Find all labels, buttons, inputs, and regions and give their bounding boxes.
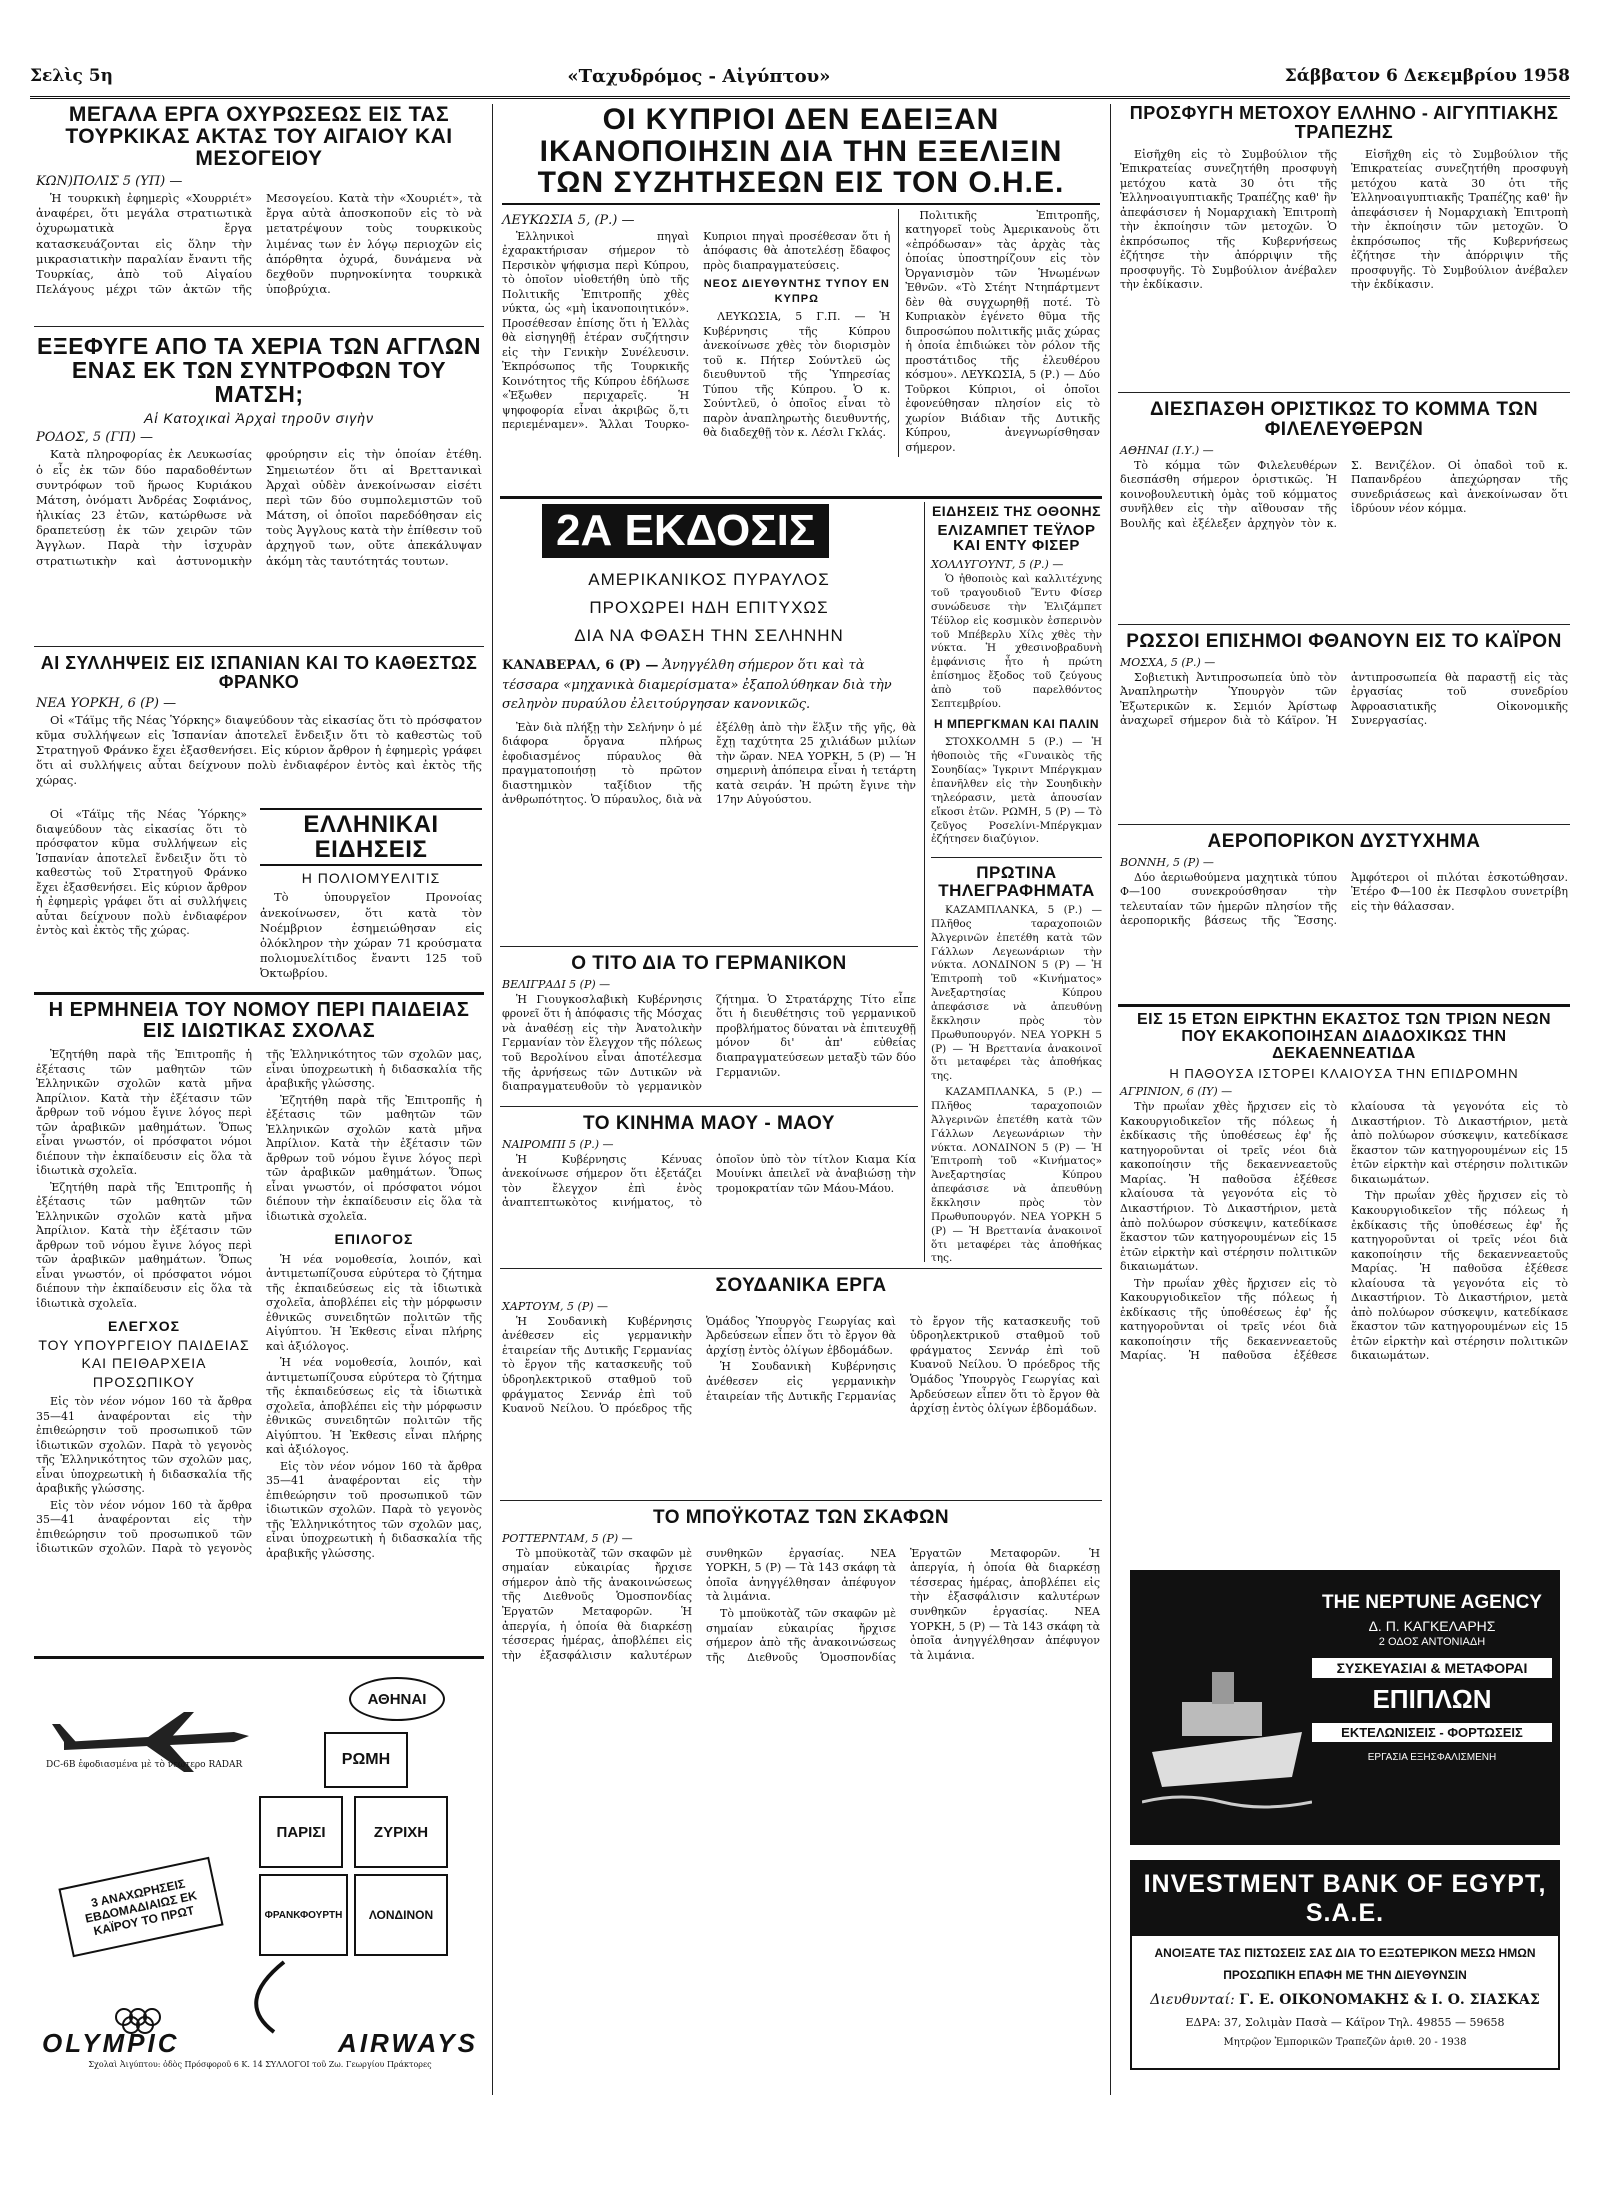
dateline: ΧΑΡΤΟΥΜ, 5 (Ρ) — [502, 1299, 609, 1313]
headline: ΔΙΕΣΠΑΣΘΗ ΟΡΙΣΤΙΚΩΣ ΤΟ ΚΟΜΜΑ ΤΩΝ ΦΙΛΕΛΕΥΘΕΡΩΝ [1149, 399, 1539, 440]
bank-registration: Μητρῷον Ἐμπορικῶν Τραπεζῶν ἀριθ. 20 - 1938 [1223, 2037, 1467, 2048]
dateline: ΡΟΔΟΣ, 5 (ΓΠ) — [36, 430, 153, 446]
divider [500, 496, 1102, 499]
divider [500, 946, 918, 947]
article-liberals [1118, 398, 1570, 620]
article-greek-news [258, 806, 484, 986]
article-spain [34, 652, 484, 802]
headline: ΣΟΥΔΑΝΙΚΑ ΕΡΓΑ [715, 1275, 887, 1296]
headline: ΑΜΕΡΙΚΑΝΙΚΟΣ ΠΥΡΑΥΛΟΣ [588, 570, 830, 589]
dateline: ΒΕΛΙΓΡΑΔΙ 5 (Ρ) — [502, 977, 611, 991]
headline: ΔΙΑ ΝΑ ΦΘΑΣΗ ΤΗΝ ΣΕΛΗΝΗΝ [574, 626, 844, 645]
agency-address: 2 ΟΔΟΣ ΑΝΤΟΝΙΑΔΗ [1378, 1636, 1486, 1648]
divider [34, 992, 484, 995]
article-body: Ἡ Σουδανικὴ Κυβέρνησις ἀνέθεσεν εἰς γερμανικὴν ἑταιρείαν τῆς Δυτικῆς Γερμανίας τὸ ἔργον τῆς κατασκευῆς τοῦ ὑδροηλεκτρικοῦ σταθμοῦ τοῦ φράγματος Σεννάρ ἐπὶ τοῦ Κυανοῦ Νείλου. Ὁ πρόεδρος τῆς Ὁμάδος Ὑπουργὸς Γεωργίας καὶ Ἀρδεύσεων εἶπεν ὅτι τὸ ἔργον θὰ ἀρχίσῃ ἐντὸς ὀλίγων ἑβδομάδων. Ἡ Σουδανικὴ Κυβέρνησις ἀνέθεσεν εἰς γερμανικὴν ἑταιρείαν τῆς Δυτικῆς Γερμανίας τὸ ἔργον τῆς κατασκευῆς τοῦ ὑδροηλεκτρικοῦ σταθμοῦ τοῦ φράγματος Σεννάρ ἐπὶ τοῦ Κυανοῦ Νείλου. Ὁ πρόεδρος τῆς Ὁμάδος Ὑπουργὸς Γεωργίας καὶ Ἀρδεύσεων εἶπεν ὅτι τὸ ἔργον θὰ ἀρχίσῃ ἐντὸς ὀλίγων ἑβδομάδων. [502, 1314, 1100, 1416]
article-boycott [500, 1506, 1102, 2076]
agency-service: ΕΠΙΠΛΩΝ [1372, 1684, 1492, 1714]
headline: ΤΟ ΜΠΟΫΚΟΤΑΖ ΤΩΝ ΣΚΑΦΩΝ [652, 1507, 950, 1528]
masthead [30, 56, 1570, 99]
departures-badge: 3 ΑΝΑΧΩΡΗΣΕΙΣ ΕΒΔΟΜΑΔΙΑΙΩΣ ΕΚ ΚΑΪΡΟΥ ΤΟ ΠΡΩΤ [58, 1857, 223, 1957]
article-body: Σοβιετικὴ Ἀντιπροσωπεία ὑπὸ τὸν Ἀναπληρωτὴν Ὑπουργὸν τῶν Ἐξωτερικῶν κ. Σεμιόν Ἀρίστωφ ἀναχωρεῖ σήμερον διὰ τὸ Κάϊρον. Ἡ ἀντιπροσωπεία θὰ παραστῇ εἰς τὰς ἐργασίας τοῦ συνεδρίου Ἀφροασιατικῆς Οἰκονομικῆς Συνεργασίας. [1120, 670, 1568, 728]
swoosh-icon [256, 1962, 284, 2032]
headline: ΑΕΡΟΠΟΡΙΚΟΝ ΔΥΣΤΥΧΗΜΑ [1207, 831, 1481, 852]
subhead: ΝΕΟΣ ΔΙΕΥΘΥΝΤΗΣ ΤΥΠΟΥ ΕΝ ΚΥΠΡΩ [703, 278, 890, 305]
bank-name: INVESTMENT BANK OF EGYPT, S.A.E. [1132, 1862, 1558, 1936]
article-education-law [34, 998, 484, 1650]
dateline: ΜΟΣΧΑ, 5 (Ρ.) — [1120, 655, 1216, 669]
divider [1118, 824, 1570, 825]
divider [34, 326, 484, 327]
divider [1118, 392, 1570, 393]
city-athens: ΑΘΗΝΑΙ [349, 1677, 445, 1721]
article-trial [1118, 1010, 1570, 1560]
bank-slogan: ΑΝΟΙΞΑΤΕ ΤΑΣ ΠΙΣΤΩΣΕΙΣ ΣΑΣ ΔΙΑ ΤΟ ΕΞΩΤΕΡΙΚΟΝ ΜΕΣΩ ΗΜΩΝ [1154, 1946, 1536, 1960]
kicker: ΕΙΔΗΣΕΙΣ ΤΗΣ ΟΘΟΝΗΣ [931, 503, 1102, 519]
article-body: Ἡ Κυβέρνησις Κένυας ἀνεκοίνωσε σήμερον ὅτι ἐξετάζει τὸν ἔλεγχον ἐπὶ ἐνὸς ἀναπτεπτωκὸτος κινήματος, τὸ ὁποῖον ὑπὸ τὸν τίτλον Κιαμα Κία Μουίνκι ἀπειλεῖ νὰ ἀναβιώσῃ τὴν τρομοκρατίαν τῶν Μάου-Μάου. [502, 1152, 916, 1210]
dateline: ΑΓΡΙΝΙΟΝ, 6 (ΙΥ) — [1120, 1085, 1233, 1099]
directors: Γ. Ε. ΟΙΚΟΝΟΜΑΚΗΣ & Ι. Ο. ΣΙΑΣΚΑΣ [1239, 1992, 1540, 2008]
article-russians [1118, 630, 1570, 820]
olympic-logo: OLYMPIC AIRWAYS [42, 2028, 478, 2058]
city-paris: ΠΑΡΙΣΙ [259, 1796, 343, 1868]
column-rule [1110, 104, 1111, 2095]
article-body: ΣΤΟΧΚΟΛΜΗ 5 (Ρ.) — Ἡ ἠθοποιὸς τῆς «Γυναικὸς τῆς Σουηδίας» Ἰγκριντ Μπέργκμαν ἐπανῆλθεν εἰς τὴν Σουηδικὴν τηλεόρασιν, μετὰ ἀπουσίαν εἴκοσι ἐτῶν. ΡΩΜΗ, 5 (Ρ) — Τὸ ζεῦγος Ροσελίνι-Μπέργκμαν ἐζήτησεν διαζύγιον. [931, 736, 1102, 846]
article-screen-news [924, 502, 1104, 1265]
article-body: Ἑλληνικοὶ πηγαὶ ἐχαρακτήρισαν σήμερον τὸ Περσικὸν ψήφισμα περὶ Κύπρου, τὸ ὁποῖον υἱοθετήθη ὑπὸ τῆς Πολιτικῆς Ἐπιτροπῆς χθὲς νύκτα, ὡς «μὴ ἱκανοποιητικόν». Προσέθεσαν ἐπίσης ὅτι ἡ Ἑλλὰς θὰ εἰσηγηθῇ ἑτέραν συζήτησιν εἰς τὴν Γενικὴν Συνέλευσιν. Ἐκπρόσωπος τῆς Τουρκικῆς Κοινότητος τῆς Κύπρου ἐδήλωσε «Ἐξωθεν περιχαρεῖς. Ἡ ψηφοφορία εἶναι ἀκριβῶς ὅ,τι περιεμέναμεν». Ἄλλαι Τουρκο-Κυπριοι πηγαὶ προσέθεσαν ὅτι ἡ ἀπόφασις θὰ ἀποτελέσῃ ἔδαφος πρὸς διαπραγματεύσεις. ΝΕΟΣ ΔΙΕΥΘΥΝΤΗΣ ΤΥΠΟΥ ΕΝ ΚΥΠΡΩ ΛΕΥΚΩΣΙΑ, 5 Γ.Π. — Ἡ Κυβέρνησις τῆς Κύπρου ἀνεκοίνωσε χθὲς τὸν διορισμὸν τοῦ κ. Πήτερ Σούντλεϋ ὡς διευθυντοῦ τῆς Ὑπηρεσίας Τύπου τῆς Κύπρου. Ὁ κ. Σούντλεϋ, ὁ ὁποῖος εἶναι τὸ παρὸν ἀναπληρωτὴς διευθυντής, θὰ διαδεχθῇ τὸν κ. Λέσλι Γκλάς. [502, 229, 891, 440]
headline: Η ΕΡΜΗΝΕΙΑ ΤΟΥ ΝΟΜΟΥ ΠΕΡΙ ΠΑΙΔΕΙΑΣ ΕΙΣ ΙΔΙΩΤΙΚΑΣ ΣΧΟΛΑΣ [48, 999, 470, 1042]
article-body: Τὸ μποϋκοτὰζ τῶν σκαφῶν μὲ σημαίαν εὐκαιρίας ἤρχισε σήμερον ἀπὸ τῆς ἀνακοινώσεως τῆς Διεθνοῦς Ὁμοσπονδίας Ἐργατῶν Μεταφορῶν. Ἡ ἀπεργία, ἡ ὁποία θὰ διαρκέσῃ τέσσερας ἡμέρας, ἀποβλέπει εἰς τὴν ἐξασφάλισιν καλυτέρων συνθηκῶν ἐργασίας. ΝΕΑ ΥΟΡΚΗ, 5 (Ρ) — Τὰ 143 σκάφη τὰ ὁποῖα ἀνηγγέλθησαν ἀπέφυγον τὰ λιμάνια. Τὸ μποϋκοτὰζ τῶν σκαφῶν μὲ σημαίαν εὐκαιρίας ἤρχισε σήμερον ἀπὸ τῆς ἀνακοινώσεως τῆς Διεθνοῦς Ὁμοσπονδίας Ἐργατῶν Μεταφορῶν. Ἡ ἀπεργία, ἡ ὁποία θὰ διαρκέσῃ τέσσερας ἡμέρας, ἀποβλέπει εἰς τὴν ἐξασφάλισιν καλυτέρων συνθηκῶν ἐργασίας. ΝΕΑ ΥΟΡΚΗ, 5 (Ρ) — Τὰ 143 σκάφη τὰ ὁποῖα ἀνηγγέλθησαν ἀπέφυγον τὰ λιμάνια. [502, 1546, 1100, 1664]
lead: Ἀνηγγέλθη σήμερον ὅτι καὶ τὰ τέσσαρα «μηχανικὰ διαμερίσματα» ἐξαπολύθηκαν διὰ τὴν σεληνὸν πυραύλου ἐλειτούργησαν κανονικῶς. [502, 658, 892, 712]
agency-service: ΕΚΤΕΛΩΝΙΣΕΙΣ - ΦΟΡΤΩΣΕΙΣ [1312, 1723, 1552, 1742]
dateline: ΝΑΙΡΟΜΠΙ 5 (Ρ.) — [502, 1137, 614, 1151]
issue-date: Σάββατον 6 Δεκεμβρίου 1958 [1284, 66, 1570, 86]
investment-bank-ad [1130, 1860, 1560, 2070]
article-shareholder-appeal [1118, 102, 1570, 388]
article-body: Κατὰ πληροφορίας ἐκ Λευκωσίας ὁ εἷς ἐκ τῶν δύο παραδοθέντων συντρόφων τοῦ ἥρωος Κυριάκου Μάτση, ὀνόματι Ἀνδρέας Σοφιάνος, ἡλικίας 23 ἐτῶν, κατώρθωσε νὰ δραπετεύσῃ ἐκ τῶν χειρῶν τῶν Ἀγγλων. Παρὰ τὴν ἰσχυρὰν στρατιωτικὴν καὶ ἀστυνομικὴν φρούρησιν εἰς τὴν ὁποίαν ἐτέθη. Σημειωτέον ὅτι αἱ Βρεττανικαὶ Ἀρχαὶ οὐδὲν ἀνεκοίνωσαν εἰσέτι περὶ τῶν δύο συμπολεμιστῶν τοῦ Μάτση, οἱ ὁποῖοι παρεδόθησαν εἰς τοὺς Ἀγγλους κατὰ τὴν ἐπίθεσιν τοῦ ἀρχηγοῦ των, οὔτε ἀπεκάλυψαν ἀκόμη τὰς ταυτότητάς τουτων. [36, 447, 482, 568]
dateline: ΚΑΝΑΒΕΡΑΛ, 6 (Ρ) — [502, 658, 659, 673]
agency-service: ΣΥΣΚΕΥΑΣΙΑΙ & ΜΕΤΑΦΟΡΑΙ [1312, 1658, 1552, 1678]
headline: ΠΡΩΤΙΝΑ ΤΗΛΕΓΡΑΦΗΜΑΤΑ [931, 857, 1102, 900]
city-frankfurt: ΦΡΑΝΚΦΟΥΡΤΗ [259, 1874, 348, 1956]
article-body: Οἱ «Τάϊμς τῆς Νέας Ὑόρκης» διαψεύδουν τὰς εἰκασίας ὅτι τὸ πρόσφατον κῦμα συλλήψεων εἰς Ἱσπανίαν ἀποτελεῖ ἔνδειξιν ὅτι τὸ καθεστὼς τοῦ Στρατηγοῦ Φράνκο ἔχει ἐξασθενήσει. Εἰς κύριον ἄρθρον ἡ ἐφημερὶς γράφει ὅτι αἱ συλλήψεις αὗται δείχνουν πολὺ ἐνδιαφέρον ἐντὸς καὶ ἐκτὸς τῆς χώρας. [36, 712, 482, 788]
dateline: ΚΩΝ)ΠΟΛΙΣ 5 (ΥΠ) — [36, 174, 183, 190]
agency-tagline: ΕΡΓΑΣΙΑ ΕΞΗΣΦΑΛΙΣΜΕΝΗ [1367, 1752, 1497, 1763]
article-tito [500, 952, 918, 1102]
headline: ΕΞΕΦΥΓΕ ΑΠΟ ΤΑ ΧΕΡΙΑ ΤΩΝ ΑΓΓΛΩΝ ΕΝΑΣ ΕΚ ΤΩΝ ΣΥΝΤΡΟΦΩΝ ΤΟΥ ΜΑΤΣΗ; [37, 333, 481, 408]
plane-caption: DC-6B ἐφοδιασμένα μὲ τὸ νεώτερο RADAR [46, 1760, 243, 1770]
headline: ΠΡΟΣΦΥΓΗ ΜΕΤΟΧΟΥ ΕΛΛΗΝΟ - ΑΙΓΥΠΤΙΑΚΗΣ ΤΡΑΠΕΖΗΣ [1129, 103, 1559, 142]
agency-name: THE NEPTUNE AGENCY [1322, 1592, 1542, 1613]
column-rule [492, 104, 493, 2095]
article-sudan [500, 1274, 1102, 1494]
ship-icon [1142, 1602, 1312, 1822]
dateline: ΑΘΗΝΑΙ (Ι.Υ.) — [1120, 443, 1214, 457]
olympic-airways-ad [34, 1662, 484, 2072]
article-body: Εἰσῆχθη εἰς τὸ Συμβούλιον τῆς Ἐπικρατείας συνεζητήθη προσφυγὴ μετόχου κατὰ 30 ὁτι τῆς Ἑλληνοαιγυπτιακῆς Τραπέζης καθ' ἣν ἀπεφάσισεν ἡ Νομαρχιακὴ Ἐπιτροπὴ τὴν ἐκποίησιν τῶν μετοχῶν. Ὁ ἐκπρόσωπος τῆς Κυβερνήσεως ἐζήτησε τὴν ἀπόρριψιν τῆς προσφυγῆς. Τὸ Συμβούλιον ἀνέβαλεν τὴν ἐκδίκασιν. Εἰσῆχθη εἰς τὸ Συμβούλιον τῆς Ἐπικρατείας συνεζητήθη προσφυγὴ μετόχου κατὰ 30 ὁτι τῆς Ἑλληνοαιγυπτιακῆς Τραπέζης καθ' ἣν ἀπεφάσισεν ἡ Νομαρχιακὴ Ἐπιτροπὴ τὴν ἐκποίησιν τῶν μετοχῶν. Ὁ ἐκπρόσωπος τῆς Κυβερνήσεως ἐζήτησε τὴν ἀπόρριψιν τῆς προσφυγῆς. Τὸ Συμβούλιον ἀνέβαλεν τὴν ἐκδίκασιν. [1120, 147, 1568, 292]
article-body: Τὸ ὑπουργεῖον Προνοίας ἀνεκοίνωσεν, ὅτι κατὰ τὸν Νοέμβριον ἐσημειώθησαν εἰς ὁλόκληρον τὴν χώραν 71 κρούσματα πολιομυελίτιδος ἔναντι 125 τοῦ Ὀκτωβρίου. [260, 890, 482, 981]
dateline: ΒΟΝΝΗ, 5 (Ρ) — [1120, 855, 1214, 869]
subhead: ΕΛΕΓΧΟΣ [107, 1318, 181, 1335]
headline: ΕΛΛΗΝΙΚΑΙ ΕΙΔΗΣΕΙΣ [260, 808, 482, 866]
article-body: Τὸ κόμμα τῶν Φιλελευθέρων διεσπάσθη σήμερον ὁριστικῶς. Ἡ κοινοβουλευτικὴ ὁμὰς τοῦ κόμματος συνῆλθεν εἰς τὴν αἴθουσαν τῆς Βουλῆς καὶ ἐξέλεξεν ἀρχηγὸν τὸν κ. Σ. Βενιζέλον. Οἱ ὀπαδοὶ τοῦ κ. Παπανδρέου ἀπεχώρησαν τῆς συνεδριάσεως καὶ ἀνεκοίνωσαν ὅτι ἰδρύουν νέον κόμμα. [1120, 458, 1568, 530]
agency-owner: Δ. Π. ΚΑΓΚΕΛΑΡΗΣ [1368, 1618, 1496, 1634]
article-air-accident [1118, 830, 1570, 1000]
article-body: Πολιτικῆς Ἐπιτροπῆς, κατηγορεῖ τοὺς Ἀμερικανοὺς ὅτι «ἐπρόδωσαν» τὰς ἀρχὰς τὰς ὁποίας ὑποστηρίζουν εἰς τὸν Ὀργανισμὸν τῶν Ἡνωμένων Ἐθνῶν. «Τὸ Στέητ Ντηπάρτμεντ δὲν θὰ συγχωρηθῇ ποτέ. Τὸ Κυπριακὸν ἐγένετο θῦμα τῆς διπροσώπου πολιτικῆς μιᾶς χώρας ἡ ὁποία ἐπιδιώκει τὸν ρόλον τῆς προστάτιδος τῆς ἐλευθέρου κόσμου». ΛΕΥΚΩΣΙΑ, 5 (Ρ.) — Δύο Τοῦρκοι Κύπριοι, οἱ ὁποῖοι ἐφονεύθησαν πλησίον εἰς τὸ χωρίον Βιάδιαν τῆς Δυτικῆς Κύπρου, ἀνεγνωρίσθησαν σήμερον. [905, 208, 1101, 454]
bank-slogan: ΠΡΟΣΩΠΙΚΗ ΕΠΑΦΗ ΜΕ ΤΗΝ ΔΙΕΥΘΥΝΣΙΝ [1223, 1968, 1467, 1982]
city-zurich: ΖΥΡΙΧΗ [354, 1796, 448, 1868]
city-rome: ΡΩΜΗ [324, 1732, 408, 1788]
subhead: ΤΟΥ ΥΠΟΥΡΓΕΙΟΥ ΠΑΙΔΕΙΑΣ ΚΑΙ ΠΕΙΘΑΡΧΕΙΑ ΠΡΟΣΩΠΙΚΟΥ [38, 1336, 250, 1390]
article-moon-rocket [500, 502, 918, 942]
article-body: Δύο ἀεριωθούμενα μαχητικὰ τύπου Φ—100 συνεκρούσθησαν τὴν τελευταίαν τῶν ἡμερῶν πλησίον τῆς ἀεροπορικῆς βάσεως τῆς Ἕσσης. Ἀμφότεροι οἱ πιλόται ἐσκοτώθησαν. Ἐτέρο Φ—100 ἐκ Πεσφλου συνετρίβη εἰς τὴν θάλασσαν. [1120, 870, 1568, 928]
headline: ΟΙ ΚΥΠΡΙΟΙ ΔΕΝ ΕΔΕΙΞΑΝ ΙΚΑΝΟΠΟΙΗΣΙΝ ΔΙΑ ΤΗΝ ΕΞΕΛΙΞΙΝ ΤΩΝ ΣΥΖΗΤΗΣΕΩΝ ΕΙΣ ΤΟΝ Ο.Η.Ε. [502, 104, 1100, 205]
dateline: ΝΕΑ ΥΟΡΚΗ, 6 (Ρ) — [36, 695, 177, 711]
city-london: ΛΟΝΔΙΝΟΝ [354, 1874, 448, 1956]
headline: ΡΩΣΣΟΙ ΕΠΙΣΗΜΟΙ ΦΘΑΝΟΥΝ ΕΙΣ ΤΟ ΚΑΪΡΟΝ [1126, 631, 1562, 652]
subhead: Η ΜΠΕΡΓΚΜΑΝ ΚΑΙ ΠΑΛΙΝ [933, 716, 1100, 731]
subhead: ΕΠΙΛΟΓΟΣ [334, 1231, 414, 1248]
headline: ΕΛΙΖΑΜΠΕΤ ΤΕΫΛΟΡ ΚΑΙ ΕΝΤΥ ΦΙΣΕΡ [937, 521, 1096, 555]
article-cypriots [500, 102, 1102, 490]
directors-label: Διευθυνταί: [1150, 1992, 1235, 2008]
article-body: Ἐζητήθη παρὰ τῆς Ἐπιτροπῆς ἡ ἐξέτασις τῶν μαθητῶν τῶν Ἑλληνικῶν σχολῶν κατὰ μῆνα Ἀπρίλιον. Κατὰ τὴν ἐξέτασιν τῶν ἄρθρων τοῦ νόμου ἔγινε λόγος περὶ τῶν ἀραβικῶν μαθημάτων. Ὅπως εἶναι γνωστόν, οἱ πρόσφατοι νόμοι διέπουν τὴν ἐκπαίδευσιν εἰς ὅλα τὰ ἰδιωτικὰ σχολεῖα. Ἐζητήθη παρὰ τῆς Ἐπιτροπῆς ἡ ἐξέτασις τῶν μαθητῶν τῶν Ἑλληνικῶν σχολῶν κατὰ μῆνα Ἀπρίλιον. Κατὰ τὴν ἐξέτασιν τῶν ἄρθρων τοῦ νόμου ἔγινε λόγος περὶ τῶν ἀραβικῶν μαθημάτων. Ὅπως εἶναι γνωστόν, οἱ πρόσφατοι νόμοι διέπουν τὴν ἐκπαίδευσιν εἰς ὅλα τὰ ἰδιωτικὰ σχολεῖα. ΕΛΕΓΧΟΣ ΤΟΥ ΥΠΟΥΡΓΕΙΟΥ ΠΑΙΔΕΙΑΣ ΚΑΙ ΠΕΙΘΑΡΧΕΙΑ ΠΡΟΣΩΠΙΚΟΥ Εἰς τὸν νέον νόμον 160 τὰ ἄρθρα 35—41 ἀναφέρονται εἰς τὴν ἐπιθεώρησιν τοῦ προσωπικοῦ τῶν ἰδιωτικῶν σχολῶν. Παρὰ τὸ γεγονὸς τῆς Ἑλληνικότητος τῶν σχολῶν μας, εἶναι ὑποχρεωτικὴ ἡ διδασκαλία τῆς ἀραβικῆς γλώσσης. Εἰς τὸν νέον νόμον 160 τὰ ἄρθρα 35—41 ἀναφέρονται εἰς τὴν ἐπιθεώρησιν τοῦ προσωπικοῦ τῶν ἰδιωτικῶν σχολῶν. Παρὰ τὸ γεγονὸς τῆς Ἑλληνικότητος τῶν σχολῶν μας, εἶναι ὑποχρεωτικὴ ἡ διδασκαλία τῆς ἀραβικῆς γλώσσης. Ἐζητήθη παρὰ τῆς Ἐπιτροπῆς ἡ ἐξέτασις τῶν μαθητῶν τῶν Ἑλληνικῶν σχολῶν κατὰ μῆνα Ἀπρίλιον. Κατὰ τὴν ἐξέτασιν τῶν ἄρθρων τοῦ νόμου ἔγινε λόγος περὶ τῶν ἀραβικῶν μαθημάτων. Ὅπως εἶναι γνωστόν, οἱ πρόσφατοι νόμοι διέπουν τὴν ἐκπαίδευσιν εἰς ὅλα τὰ ἰδιωτικὰ σχολεῖα. ΕΠΙΛΟΓΟΣ Ἡ νέα νομοθεσία, λοιπόν, καὶ ἀντιμετωπίζουσα εὐρύτερα τὸ ζήτημα τῆς ἐκπαιδεύσεως εἰς τὰ ἰδιωτικὰ σχολεῖα, ἀποβλέπει εἰς τὴν μόρφωσιν ἐθνικῶς συνειδητῶν πολιτῶν τῆς Αἰγύπτου. Ἡ Ἐκθεσις εἶναι πλήρης καὶ ἀξιόλογος. Ἡ νέα νομοθεσία, λοιπόν, καὶ ἀντιμετωπίζουσα εὐρύτερα τὸ ζήτημα τῆς ἐκπαιδεύσεως εἰς τὰ ἰδιωτικὰ σχολεῖα, ἀποβλέπει εἰς τὴν μόρφωσιν ἐθνικῶς συνειδητῶν πολιτῶν τῆς Αἰγύπτου. Ἡ Ἐκθεσις εἶναι πλήρης καὶ ἀξιόλογος. Εἰς τὸν νέον νόμον 160 τὰ ἄρθρα 35—41 ἀναφέρονται εἰς τὴν ἐπιθεώρησιν τοῦ προσωπικοῦ τῶν ἰδιωτικῶν σχολῶν. Παρὰ τὸ γεγονὸς τῆς Ἑλληνικότητος τῶν σχολῶν μας, εἶναι ὑποχρεωτικὴ ἡ διδασκαλία τῆς ἀραβικῆς γλώσσης. [36, 1048, 482, 1560]
headline: ΠΡΟΧΩΡΕΙ ΗΔΗ ΕΠΙΤΥΧΩΣ [589, 598, 829, 617]
article-spain-cont: Οἱ «Τάϊμς τῆς Νέας Ὑόρκης» διαψεύδουν τὰς εἰκασίας ὅτι τὸ πρόσφατον κῦμα συλλήψεων εἰς Ἱσπανίαν ἀποτελεῖ ἔνδειξιν ὅτι τὸ καθεστὼς τοῦ Στρατηγοῦ Φράνκο ἔχει ἐξασθενήσει. Εἰς κύριον ἄρθρον ἡ ἐφημερὶς γράφει ὅτι αἱ συλλήψεις αὗται δείχνουν πολὺ ἐνδιαφέρον ἐντὸς καὶ ἐκτὸς τῆς χώρας. [36, 808, 247, 938]
neptune-agency-ad [1130, 1570, 1560, 1845]
divider [34, 1656, 484, 1659]
divider [34, 646, 484, 647]
dateline: ΡΟΤΤΕΡΝΤΑΜ, 5 (Ρ) — [502, 1531, 633, 1545]
ad-footer: Σχολαὶ Ἀιγύπτου: ὁδὸς Πρόσφοροῦ 6 Κ. 14 ΣΥΛΛΟΓΟΙ τοῦ Ζω. Γεωργίου Πράκτορες [88, 2060, 432, 2069]
article-body: Ἡ τουρκικὴ ἐφημερὶς «Χουρριέτ» ἀναφέρει, ὅτι μεγάλα στρατιωτικὰ ὀχυρωματικὰ ἔργα κατασκευάζονται εἰς ὅλην τὴν μικρασιατικὴν παραλίαν ἔναντι τῆς Τουρκίας, ἀπὸ τοῦ Αἰγαίου Πελάγους μέχρι τῶν ἀκτῶν τῆς Μεσογείου. Κατὰ τὴν «Χουριέτ», τὰ ἔργα αὐτὰ ἀποσκοποῦν εἰς τὸ νὰ μετατρέψουν τοὺς τουρκικοὺς λιμένας των ἐν λόγῳ περιοχῶν εἰς ἀπόρθητα ὀχυρά, δυνάμενα νὰ δεχθοῦν πυρηνοκίνητα τουρκικὰ ὑποβρύχια. [36, 191, 482, 297]
headline: Ο ΤΙΤΟ ΔΙΑ ΤΟ ΓΕΡΜΑΝΙΚΟΝ [571, 953, 847, 974]
article-fortifications [34, 102, 484, 324]
headline: ΜΕΓΑΛΑ ΕΡΓΑ ΟΧΥΡΩΣΕΩΣ ΕΙΣ ΤΑΣ ΤΟΥΡΚΙΚΑΣ ΑΚΤΑΣ ΤΟΥ ΑΙΓΑΙΟΥ ΚΑΙ ΜΕΣΟΓΕΙΟΥ [65, 103, 453, 171]
kicker: Η ΠΟΛΙΟΜΥΕΛΙΤΙΣ [301, 870, 441, 887]
newspaper-title: «Ταχυδρόμος - Αἰγύπτου» [567, 65, 831, 87]
divider [1118, 1004, 1570, 1007]
article-body: Ἐὰν διὰ πλήξῃ τὴν Σελήνην ὁ μέ διάφορα ὄργανα πλήρως ἐφοδιασμένος πύραυλος θὰ πραγματοποιήσῃ τὸ πρῶτον διαστημικὸν ταξίδιον τῆς ἀνθρωπότητος. Ὁ πύραυλος, διὰ νὰ ἐξέλθῃ ἀπὸ τὴν ἕλξιν τῆς γῆς, θὰ ἔχῃ ταχύτητα 25 χιλιάδων μιλίων τὴν ὥραν. ΝΕΑ ΥΟΡΚΗ, 5 (Ρ) — Ἡ σημερινὴ ἀπόπειρα εἶναι ἡ τετάρτη κατὰ σειράν. Ἡ πρώτη ἔγινε τὴν 17ην Αὐγούστου. [502, 720, 916, 807]
article-body: ΚΑΖΑΜΠΛΑΝΚΑ, 5 (Ρ.) — Πλῆθος ταραχοποιῶν Ἀλγερινῶν ἐπετέθη κατὰ τῶν Γάλλων Λεγεωνάριων τὴν νύκτα. ΛΟΝΔΙΝΟΝ 5 (Ρ) — Ἡ Ἐπιτροπὴ τοῦ «Κινήματος» Ἀνεξαρτησίας Κύπρου ἀπεφάσισε νὰ ἀπευθύνῃ ἔκκλησιν πρὸς τὸν Πρωθυπουργόν. ΝΕΑ ΥΟΡΚΗ 5 (Ρ) — Ἡ Βρεττανία ἀνακοινοῖ ὅτι μεταφέρει τὰς ἀποθήκας της. ΚΑΖΑΜΠΛΑΝΚΑ, 5 (Ρ.) — Πλῆθος ταραχοποιῶν Ἀλγερινῶν ἐπετέθη κατὰ τῶν Γάλλων Λεγεωνάριων τὴν νύκτα. ΛΟΝΔΙΝΟΝ 5 (Ρ) — Ἡ Ἐπιτροπὴ τοῦ «Κινήματος» Ἀνεξαρτησίας Κύπρου ἀπεφάσισε νὰ ἀπευθύνῃ ἔκκλησιν πρὸς τὸν Πρωθυπουργόν. ΝΕΑ ΥΟΡΚΗ 5 (Ρ) — Ἡ Βρεττανία ἀνακοινοῖ ὅτι μεταφέρει τὰς ἀποθήκας της. [931, 903, 1102, 1265]
headline: ΤΟ ΚΙΝΗΜΑ ΜΑΟΥ - ΜΑΟΥ [583, 1113, 835, 1134]
article-body: Τὴν πρωΐαν χθὲς ἤρχισεν εἰς τὸ Κακουργιοδικεῖον τῆς πόλεως ἡ ἐκδίκασις τῆς ὑποθέσεως ἐφ' ἧς κατηγοροῦνται οἱ τρεῖς νέοι διὰ κακοποίησιν τῆς δεκαεννεαετοῦς Μαρίας. Ἡ παθοῦσα ἐξέθεσε κλαίουσα τὰ γεγονότα εἰς τὸ Δικαστήριον. Τὸ Δικαστήριον, μετὰ ἀπὸ πολύωρον σύσκεψιν, κατεδίκασε ἕκαστον τῶν κατηγορουμένων εἰς 15 ἐτῶν εἱρκτὴν καὶ στέρησιν πολιτικῶν δικαιωμάτων. Τὴν πρωΐαν χθὲς ἤρχισεν εἰς τὸ Κακουργιοδικεῖον τῆς πόλεως ἡ ἐκδίκασις τῆς ὑποθέσεως ἐφ' ἧς κατηγοροῦνται οἱ τρεῖς νέοι διὰ κακοποίησιν τῆς δεκαεννεαετοῦς Μαρίας. Ἡ παθοῦσα ἐξέθεσε κλαίουσα τὰ γεγονότα εἰς τὸ Δικαστήριον. Τὸ Δικαστήριον, μετὰ ἀπὸ πολύωρον σύσκεψιν, κατεδίκασε ἕκαστον τῶν κατηγορουμένων εἰς 15 ἐτῶν εἱρκτὴν καὶ στέρησιν πολιτικῶν δικαιωμάτων. Τὴν πρωΐαν χθὲς ἤρχισεν εἰς τὸ Κακουργιοδικεῖον τῆς πόλεως ἡ ἐκδίκασις τῆς ὑποθέσεως ἐφ' ἧς κατηγοροῦνται οἱ τρεῖς νέοι διὰ κακοποίησιν τῆς δεκαεννεαετοῦς Μαρίας. Ἡ παθοῦσα ἐξέθεσε κλαίουσα τὰ γεγονότα εἰς τὸ Δικαστήριον. Τὸ Δικαστήριον, μετὰ ἀπὸ πολύωρον σύσκεψιν, κατεδίκασε ἕκαστον τῶν κατηγορουμένων εἰς 15 ἐτῶν εἱρκτὴν καὶ στέρησιν πολιτικῶν δικαιωμάτων. [1120, 1100, 1568, 1363]
divider [500, 1268, 1102, 1269]
headline: ΕΙΣ 15 ΕΤΩΝ ΕΙΡΚΤΗΝ ΕΚΑΣΤΟΣ ΤΩΝ ΤΡΙΩΝ ΝΕΩΝ ΠΟΥ ΕΚΑΚΟΠΟΙΗΣΑΝ ΔΙΑΔΟΧΙΚΩΣ ΤΗΝ ΔΕΚΑΕΝΝΕΑΤΙΔΑ [1136, 1011, 1552, 1062]
article-body: Ἡ Γιουγκοσλαβικὴ Κυβέρνησις φρονεῖ ὅτι ἡ ἀπόφασις τῆς Μόσχας νὰ ἀναθέσῃ εἰς τὴν Ἀνατολικὴν Γερμανίαν τὸν ἔλεγχον τῆς πόλεως τοῦ Βερολίνου εἶναι ἀποτέλεσμα τῆς ἀρνήσεως τῶν Δυτικῶν νὰ διαπραγματευθοῦν τὸ γερμανικὸν ζήτημα. Ὁ Στρατάρχης Τίτο εἶπε ὅτι ἡ διευθέτησις τοῦ γερμανικοῦ προβλήματος δύναται νὰ ἐπιτευχθῇ μόνον δι' ἀπ' εὐθείας διαπραγματεύσεων μεταξὺ τῶν δύο Γερμανιῶν. [502, 992, 916, 1094]
kicker: Η ΠΑΘΟΥΣΑ ΙΣΤΟΡΕΙ ΚΛΑΙΟΥΣΑ ΤΗΝ ΕΠΙΔΡΟΜΗΝ [1169, 1066, 1519, 1082]
article-escape [34, 332, 484, 642]
kicker: Αἱ Κατοχικαὶ Ἀρχαὶ τηροῦν σιγὴν [144, 410, 374, 427]
bank-address: 37, Σολιμὰν Πασὰ — Κάϊρον Τηλ. 49855 — 59658 [1224, 2016, 1505, 2029]
divider [1118, 624, 1570, 625]
address-label: ΕΔΡΑ: [1185, 2016, 1221, 2029]
article-body: Ὁ ἠθοποιὸς καὶ καλλιτέχνης τοῦ τραγουδιοῦ Ἔντυ Φίσερ συνώδευσε τὴν Ἐλιζάμπετ Τέϋλορ εἰς κοσμικὸν ἑσπερινὸν τοῦ Μπέβερλυ Χίλς χθὲς τὴν νύκτα. Ἡ χθεσινοβραδυνὴ ἐμφάνισις ἦτο ἡ πρώτη ἐπίσημος ἔξοδος τοῦ ζεύγους ἀπὸ τοῦ παρελθόντος Σεπτεμβρίου. [931, 573, 1102, 710]
divider [500, 1500, 1102, 1501]
article-mau-mau [500, 1112, 918, 1242]
second-edition-badge: 2Α ΕΚΔΟΣΙΣ [542, 504, 829, 558]
headline: ΑΙ ΣΥΛΛΗΨΕΙΣ ΕΙΣ ΙΣΠΑΝΙΑΝ ΚΑΙ ΤΟ ΚΑΘΕΣΤΩΣ ΦΡΑΝΚΟ [40, 653, 478, 692]
dateline: ΧΟΛΛΥΓΟΥΝΤ, 5 (Ρ.) — [931, 558, 1064, 572]
page-number: Σελὶς 5η [30, 66, 113, 86]
divider [500, 1106, 918, 1107]
dateline: ΛΕΥΚΩΣΙΑ 5, (Ρ.) — [502, 212, 635, 228]
